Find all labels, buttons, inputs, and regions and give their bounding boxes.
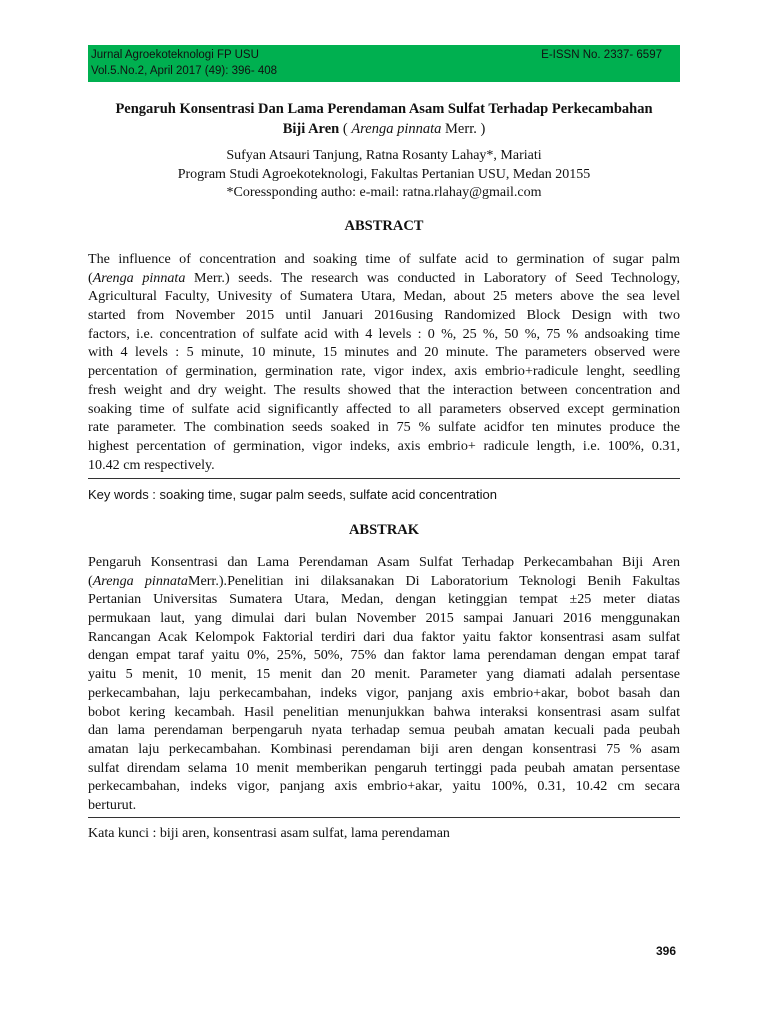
abstrak-line: dengan empat taraf yaitu 0%, 25%, 50%, 75% dan faktor lama perendaman dengan empat taraf bbox=[88, 647, 680, 664]
page-number: 396 bbox=[656, 944, 677, 958]
corresponding-author: *Coressponding autho: e-mail: ratna.rlahay@gmail.com bbox=[226, 185, 542, 200]
abstrak-line: bobot kering kecambah. Hasil penelitian menunjukkan bahwa interaksi konsentrasi asam sulfat bbox=[88, 703, 680, 720]
abstrak-line: Pengaruh Konsentrasi dan Lama Perendaman Asam Sulfat Terhadap Perkecambahan Biji Aren bbox=[88, 554, 680, 570]
abstract-line: 10.42 cm respectively. bbox=[88, 456, 215, 473]
abstract-line: rate parameter. The combination seeds soaked in 75 % sulfate acidfor ten minutes produce the bbox=[88, 419, 680, 436]
abstrak-divider bbox=[88, 817, 680, 818]
abstract-line: started from November 2015 until Januari 2016using Randomized Block Design with two bbox=[88, 307, 680, 324]
abstract-body bbox=[88, 250, 680, 474]
abstract-divider bbox=[88, 478, 680, 479]
abstract-keywords: Key words : soaking time, sugar palm seeds, sulfate acid concentration bbox=[88, 487, 497, 502]
abstrak-line: yaitu 5 menit, 10 menit, 15 menit dan 20 menit. Parameter yang diamati adalah persentase bbox=[88, 666, 680, 683]
paper-title-line1: Pengaruh Konsentrasi Dan Lama Perendaman Asam Sulfat Terhadap Perkecambahan bbox=[115, 101, 653, 117]
abstract-line: percentation of germination, germination rate, vigor index, axis embrio+radicule lenght, seedling bbox=[88, 363, 680, 380]
journal-volume: Vol.5.No.2, April 2017 (49): 396- 408 bbox=[91, 65, 278, 77]
abstract-heading: ABSTRACT bbox=[344, 218, 424, 234]
paper-title-prefix: Biji Aren bbox=[282, 121, 340, 137]
abstrak-line: amatan laju perkecambahan. Kombinasi perendaman biji aren dengan konsentrasi 75 % asam bbox=[88, 740, 680, 757]
abstrak-heading: ABSTRAK bbox=[348, 522, 420, 538]
journal-name: Jurnal Agroekoteknologi FP USU bbox=[91, 49, 259, 61]
author-affiliation: Program Studi Agroekoteknologi, Fakultas Pertanian USU, Medan 20155 bbox=[177, 166, 591, 182]
abstract-line: with 4 levels : 5 minute, 10 minute, 15 minutes and 20 minute. The parameters observed were bbox=[88, 344, 680, 361]
abstract-line: (Arenga pinnata Merr.) seeds. The research was conducted in Laboratory of Seed Technology, bbox=[88, 269, 680, 286]
paper-title-suffix: Merr. ) bbox=[441, 121, 486, 137]
abstract-line: highest percentation of germination, vigor indeks, axis embrio+ radicule length, i.e. 100%, 0.31, bbox=[88, 437, 680, 454]
abstrak-line: perkecambahan, laju perkecambahan, indeks vigor, panjang axis embrio+akar, bobot basah dan bbox=[88, 684, 680, 701]
abstrak-line: perkecambahan, indeks vigor, panjang axis embrio+akar, yaitu 100%, 0.31, 10.42 cm secara bbox=[88, 778, 680, 795]
abstract-line: fresh weight and dry weight. The results showed that the interaction between concentration and bbox=[88, 381, 680, 398]
abstract-line: soaking time of sulfate acid significantly affected to all parameters observed except germination bbox=[88, 400, 680, 417]
journal-issn: E-ISSN No. 2337- 6597 bbox=[541, 49, 662, 61]
paper-title-line2 bbox=[88, 119, 680, 139]
paper-title-species: Arenga pinnata bbox=[351, 121, 442, 137]
abstrak-line: sulfat direndam selama 10 menit memberikan pengaruh tertinggi pada peubah amatan persentase bbox=[88, 759, 680, 776]
abstract-line: factors, i.e. concentration of sulfate acid with 4 levels : 0 %, 25 %, 50 %, 75 % andsoaking time bbox=[88, 325, 680, 342]
journal-header-bar bbox=[88, 45, 680, 82]
author-block bbox=[88, 147, 680, 203]
author-names: Sufyan Atsauri Tanjung, Ratna Rosanty Lahay*, Mariati bbox=[226, 148, 542, 163]
abstrak-line: Rancangan Acak Kelompok Faktorial terdiri dari dua faktor yaitu faktor konsentrasi asam sulfat bbox=[88, 628, 680, 645]
abstrak-body bbox=[88, 553, 680, 815]
abstrak-keywords: Kata kunci : biji aren, konsentrasi asam sulfat, lama perendaman bbox=[88, 826, 450, 841]
abstrak-line: permukaan laut, yang dimulai dari bulan November 2015 sampai Januari 2016 menggunakan bbox=[88, 610, 680, 627]
abstrak-line: (Arenga pinnataMerr.).Penelitian ini dilaksanakan Di Laboratorium Teknologi Benih Fakultas bbox=[88, 572, 680, 589]
abstract-line: Agricultural Faculty, Univesity of Sumatera Utara, Medan, about 25 meters above the sea level bbox=[88, 288, 680, 305]
abstrak-species: Arenga pinnata bbox=[92, 572, 188, 589]
paper-title-open: ( bbox=[339, 121, 352, 137]
abstract-line: The influence of concentration and soaking time of sulfate acid to germination of sugar palm bbox=[88, 251, 680, 267]
abstrak-line: berturut. bbox=[88, 796, 137, 813]
paper-title bbox=[88, 99, 680, 139]
abstrak-line: dan lama perendaman berpengaruh nyata terhadap semua peubah amatan kecuali pada peubah bbox=[88, 722, 680, 739]
abstrak-line: Pertanian Universitas Sumatera Utara, Medan, dengan ketinggian tempat ±25 meter diatas bbox=[88, 591, 680, 608]
abstract-species: Arenga pinnata bbox=[92, 269, 186, 286]
